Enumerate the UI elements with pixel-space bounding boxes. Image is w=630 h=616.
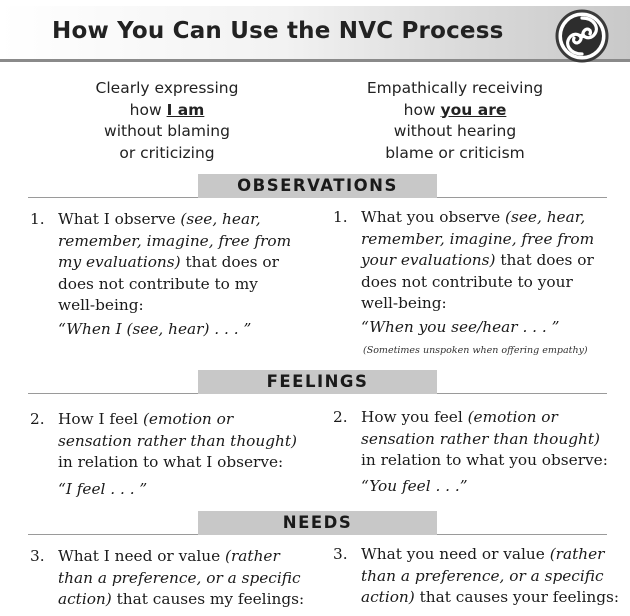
right-heading-line-1: Empathically receiving	[366, 79, 544, 97]
item-text-run: What I need or value	[58, 547, 226, 565]
section-rule	[437, 534, 607, 535]
section-needs	[0, 511, 630, 535]
item-line: does not contribute to my	[58, 274, 258, 293]
item-line	[361, 429, 608, 451]
item-number: 3.	[30, 547, 45, 565]
item-italic-run: (emotion or	[142, 410, 234, 428]
section-rule	[28, 534, 198, 535]
item-line	[58, 252, 291, 274]
item-italic-run: (rather	[549, 545, 605, 563]
item-text-run: How you feel	[361, 408, 468, 426]
item-text-run: that causes my feelings:	[111, 590, 305, 608]
item-line	[58, 409, 297, 431]
left-heading-line-3: without blaming	[104, 122, 230, 140]
item-text-run: What you need or value	[361, 545, 550, 563]
item-text	[361, 207, 594, 315]
empathy-note: (Sometimes unspoken when offering empathy)	[363, 345, 588, 356]
left-column-heading	[42, 78, 292, 164]
item-line: in relation to what I observe:	[58, 453, 284, 471]
item-line	[361, 544, 619, 566]
right-heading-line-2	[330, 100, 580, 122]
item-line	[361, 229, 594, 251]
feeling-quote-self: “I feel . . . ”	[58, 480, 148, 498]
left-heading-prefix: how	[129, 100, 167, 119]
item-line	[58, 231, 291, 253]
item-italic-run: than a preference, or a specific	[361, 566, 604, 585]
item-italic-run: remember, imagine, free from	[58, 231, 292, 250]
item-line	[361, 207, 594, 229]
item-line: in relation to what you observe:	[361, 451, 608, 469]
item-number: 3.	[333, 545, 348, 563]
observation-quote-self: “When I (see, hear) . . . ”	[58, 320, 252, 338]
right-heading-line-4: blame or criticism	[385, 143, 525, 162]
item-text-run: How I feel	[58, 410, 143, 428]
item-number: 1.	[333, 208, 348, 226]
item-italic-run: sensation rather than thought)	[361, 429, 600, 448]
item-text	[58, 209, 291, 317]
item-italic-run: action)	[58, 590, 112, 608]
item-line	[58, 431, 297, 453]
item-line	[361, 250, 594, 272]
section-observations	[0, 174, 630, 198]
item-number: 1.	[30, 210, 45, 228]
item-line	[361, 587, 619, 609]
right-heading-line-3: without hearing	[393, 122, 517, 140]
observation-quote-other: “When you see/hear . . . ”	[361, 318, 560, 336]
item-italic-run: action)	[361, 588, 415, 606]
item-italic-run: remember, imagine, free from	[361, 229, 595, 248]
item-number: 2.	[333, 408, 348, 426]
item-text	[361, 544, 619, 609]
item-italic-run: sensation rather than thought)	[58, 431, 297, 450]
left-heading-line-1: Clearly expressing	[95, 79, 239, 97]
item-line	[58, 209, 291, 231]
item-italic-run: (rather	[225, 547, 280, 565]
section-title-needs: NEEDS	[198, 511, 437, 535]
item-line	[58, 589, 304, 611]
left-heading-line-2	[42, 100, 292, 122]
item-italic-run: (see, hear,	[505, 208, 586, 226]
item-italic-run: (see, hear,	[180, 210, 261, 228]
section-title-feelings: FEELINGS	[198, 370, 437, 394]
item-line	[361, 566, 619, 588]
item-line	[361, 407, 608, 429]
item-text-run: What you observe	[361, 208, 506, 226]
section-title-observations: OBSERVATIONS	[198, 174, 437, 198]
item-line: well-being:	[361, 294, 447, 312]
item-italic-run: (emotion or	[467, 408, 558, 426]
right-column-heading	[330, 78, 580, 164]
item-line	[58, 568, 304, 590]
feeling-quote-other: “You feel . . .”	[361, 477, 468, 495]
swirl-logo-icon	[554, 8, 610, 64]
item-number: 2.	[30, 410, 45, 428]
item-text-run: that does or	[180, 253, 279, 271]
item-line: does not contribute to your	[361, 272, 573, 291]
item-italic-run: than a preference, or a specific	[58, 568, 301, 587]
item-line: well-being:	[58, 296, 144, 314]
left-heading-line-4: or criticizing	[119, 143, 215, 162]
item-italic-run: my evaluations)	[58, 253, 181, 271]
item-line	[58, 546, 304, 568]
item-text-run: that causes your feelings:	[414, 588, 619, 606]
right-heading-emphasis: you are	[440, 100, 507, 119]
item-text	[58, 546, 304, 611]
section-rule	[28, 393, 198, 394]
right-heading-prefix: how	[403, 100, 441, 119]
section-rule	[437, 393, 607, 394]
page-title: How You Can Use the NVC Process	[52, 18, 504, 44]
section-rule	[28, 197, 198, 198]
item-text	[361, 407, 608, 472]
section-rule	[437, 197, 607, 198]
item-text	[58, 409, 297, 474]
section-feelings	[0, 370, 630, 394]
header-banner	[0, 6, 630, 62]
item-text-run: What I observe	[58, 210, 181, 228]
item-text-run: that does or	[495, 251, 594, 269]
item-italic-run: your evaluations)	[361, 251, 496, 269]
left-heading-emphasis: I am	[166, 100, 205, 119]
